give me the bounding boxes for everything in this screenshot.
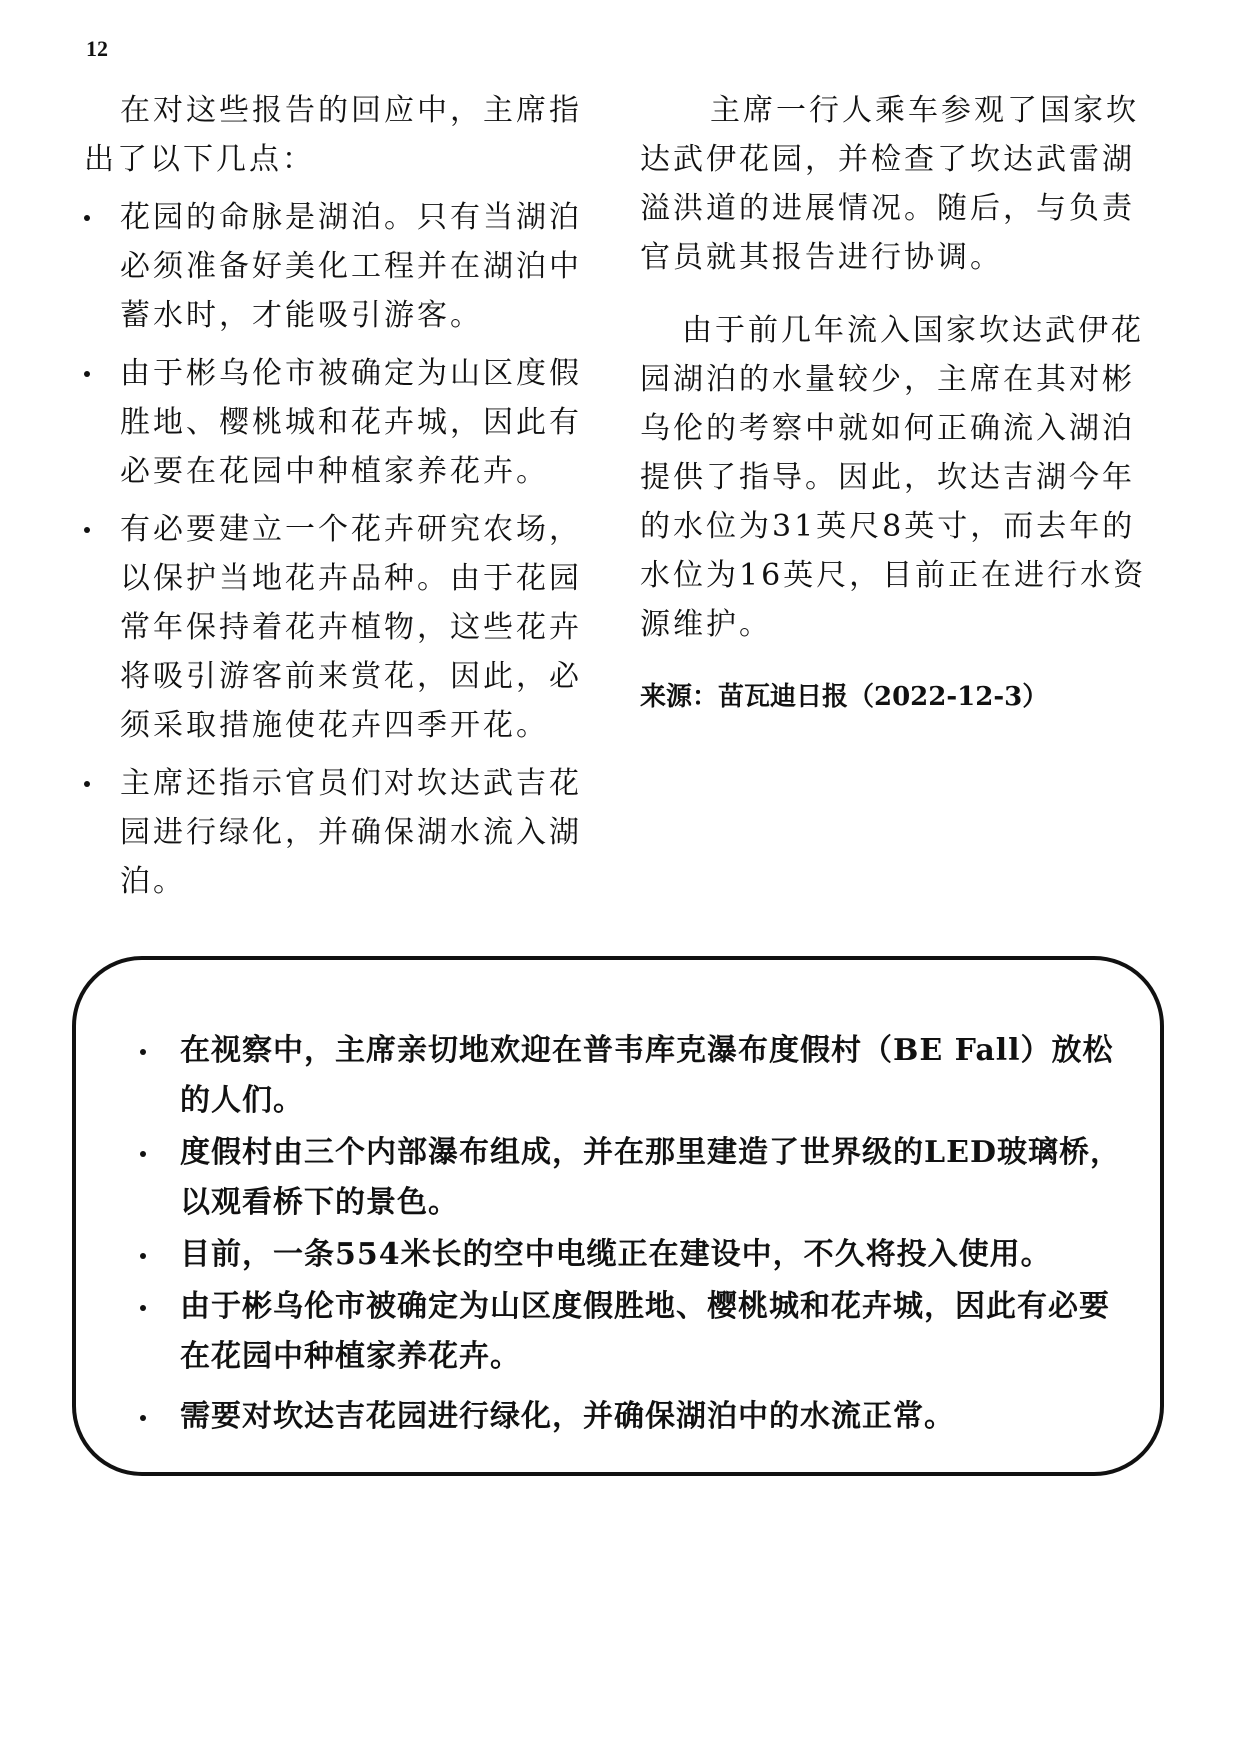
visit-paragraph: 主席一行人乘车参观了国家坎达武伊花园，并检查了坎达武雷湖溢洪道的进展情况。随后，与负责官员就其报告进行协调。 (640, 93, 1139, 275)
list-item: 主席还指示官员们对坎达武吉花园进行绿化，并确保湖水流入湖泊。 (84, 759, 604, 906)
summary-points-list (140, 1026, 1122, 1444)
page-number: 12 (86, 36, 108, 61)
source-citation: 来源：苗瓦迪日报（2022-12-3） (640, 682, 1049, 712)
list-item: 由于彬乌伦市被确定为山区度假胜地、樱桃城和花卉城，因此有必要在花园中种植家养花卉。 (84, 349, 604, 496)
list-item: 需要对坎达吉花园进行绿化，并确保湖泊中的水流正常。 (140, 1392, 1122, 1442)
left-column (84, 86, 604, 915)
list-item: 花园的命脉是湖泊。只有当湖泊必须准备好美化工程并在湖泊中蓄水时，才能吸引游客。 (84, 193, 604, 340)
list-item: 度假村由三个内部瀑布组成，并在那里建造了世界级的LED玻璃桥，以观看桥下的景色。 (140, 1128, 1122, 1228)
water-level-paragraph: 由于前几年流入国家坎达武伊花园湖泊的水量较少，主席在其对彬乌伦的考察中就如何正确流入湖泊提供了指导。因此，坎达吉湖今年的水位为31英尺8英寸，而去年的水位为16英尺，目前正在进行水资源维护。 (640, 313, 1147, 642)
intro-paragraph: 在对这些报告的回应中，主席指出了以下几点： (84, 93, 582, 177)
list-item: 有必要建立一个花卉研究农场，以保护当地花卉品种。由于花园常年保持着花卉植物，这些花卉将吸引游客前来赏花，因此，必须采取措施使花卉四季开花。 (84, 505, 604, 750)
list-item: 在视察中，主席亲切地欢迎在普韦库克瀑布度假村（BE Fall）放松的人们。 (140, 1026, 1122, 1126)
list-item: 目前，一条554米长的空中电缆正在建设中，不久将投入使用。 (140, 1230, 1122, 1280)
summary-box (72, 956, 1164, 1476)
list-item: 由于彬乌伦市被确定为山区度假胜地、樱桃城和花卉城，因此有必要在花园中种植家养花卉。 (140, 1282, 1122, 1382)
right-column (640, 86, 1164, 722)
response-points-list (84, 193, 604, 906)
